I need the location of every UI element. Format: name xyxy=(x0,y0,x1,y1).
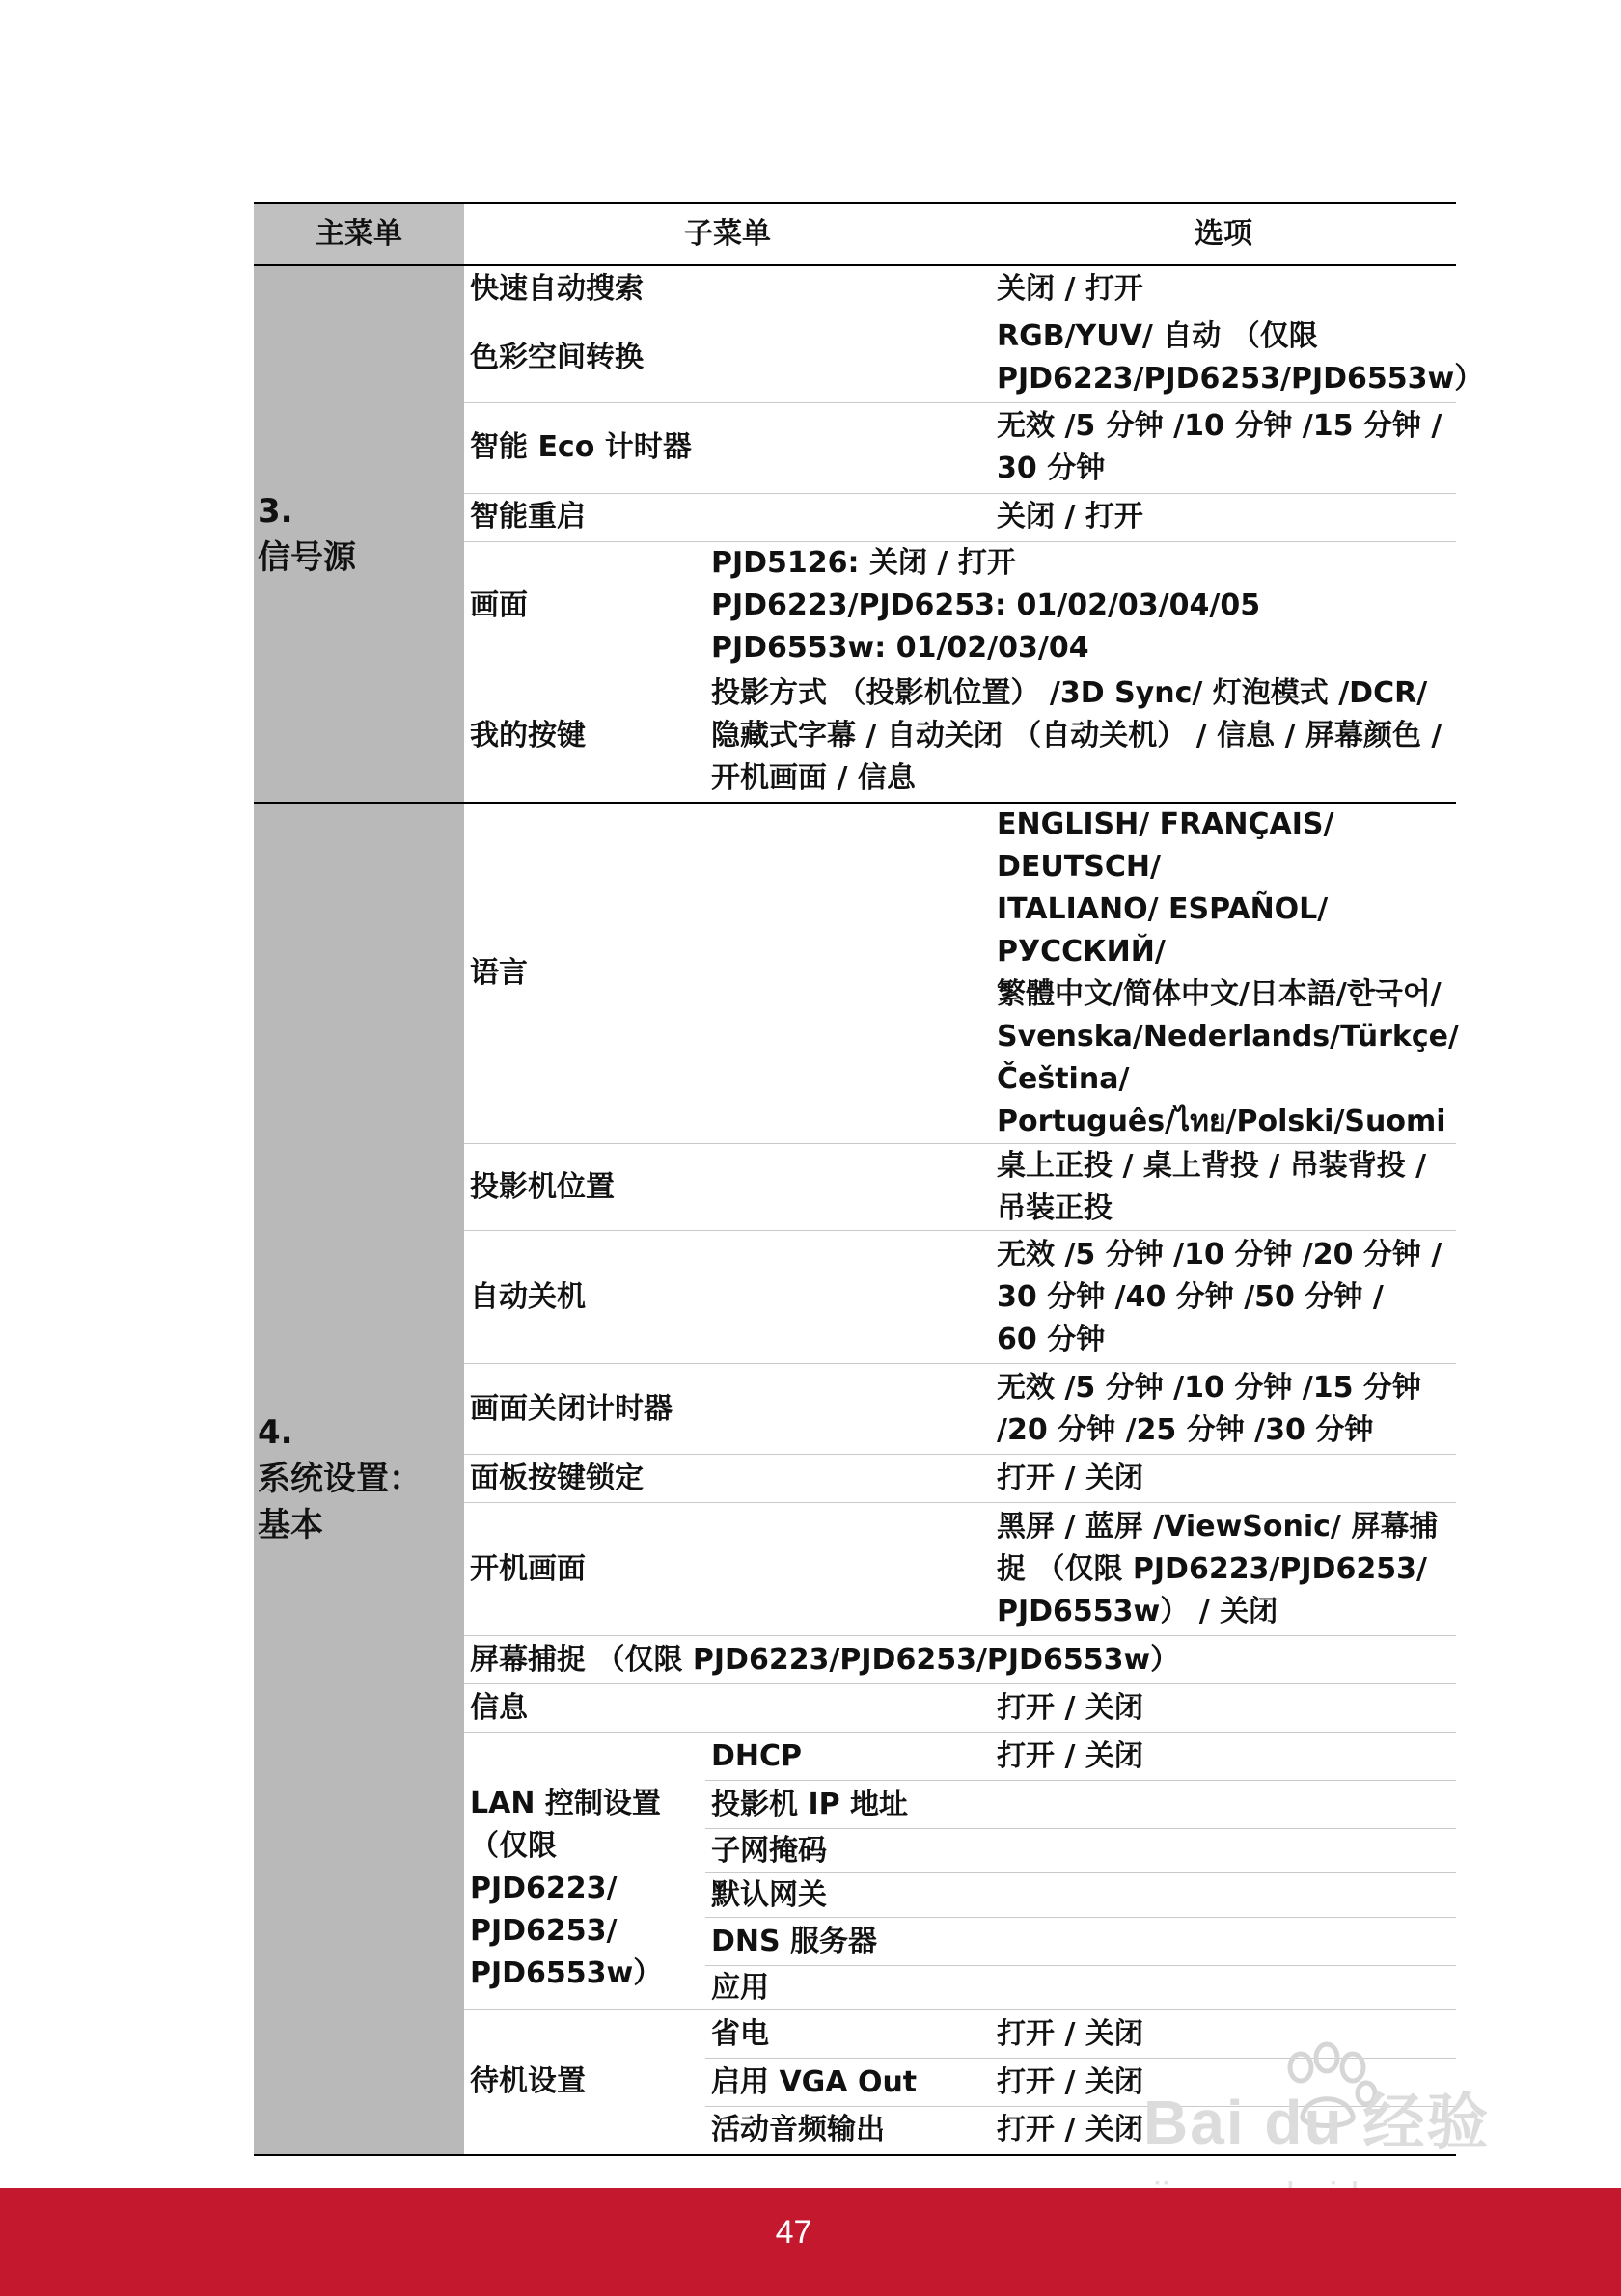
option-line: 隐藏式字幕 / 自动关闭 （自动关机） / 信息 / 屏幕颜色 / xyxy=(711,718,1442,752)
submenu-label: 画面 xyxy=(464,541,705,670)
option-value xyxy=(991,1966,1456,2010)
main-menu-system-basic xyxy=(254,803,464,2155)
section-number: 3. xyxy=(258,491,293,531)
lan-control-settings xyxy=(464,1733,705,2010)
option-value: 打开 / 关闭 xyxy=(991,1684,1456,1733)
option-value: 打开 / 关闭 xyxy=(991,2059,1456,2107)
submenu-label: 开机画面 xyxy=(464,1503,991,1636)
option-value xyxy=(705,541,1456,670)
option-value: 黑屏 / 蓝屏 /ViewSonic/ 屏幕捕捉 （仅限 PJD6223/PJD6253/ PJD6553w） / 关闭 xyxy=(991,1503,1456,1636)
option-line: 开机画面 / 信息 xyxy=(711,760,916,795)
submenu-label: 信息 xyxy=(464,1684,991,1733)
baidu-watermark xyxy=(1143,2040,1549,2195)
option-line: PJD6553w: 01/02/03/04 xyxy=(711,630,1089,665)
lan-item-subnet: 子网掩码 xyxy=(705,1829,991,1873)
option-value xyxy=(991,1231,1456,1364)
option-line: 投影方式 （投影机位置） /3D Sync/ 灯泡模式 /DCR/ xyxy=(711,675,1428,710)
lan-item-dns: DNS 服务器 xyxy=(705,1918,991,1966)
lan-item-ip: 投影机 IP 地址 xyxy=(705,1781,991,1829)
option-value xyxy=(991,1829,1456,1873)
section-title-line: 系统设置： xyxy=(258,1459,422,1498)
option-line: Svenska/Nederlands/Türkçe/Čeština/ xyxy=(997,1020,1459,1096)
option-value: 关闭 / 打开 xyxy=(991,265,1456,314)
option-value xyxy=(991,1873,1456,1918)
submenu-label: 自动关机 xyxy=(464,1231,991,1364)
main-menu-signal-source xyxy=(254,265,464,803)
submenu-label: 语言 xyxy=(464,803,991,1144)
lan-item-apply: 应用 xyxy=(705,1966,991,2010)
lan-label-line: （仅限 PJD6223/ xyxy=(470,1829,618,1905)
option-value: 打开 / 关闭 xyxy=(991,2107,1456,2155)
option-value: 无效 /5 分钟 /10 分钟 /15 分钟 /20 分钟 /25 分钟 /30 分钟 xyxy=(991,1364,1456,1455)
table-header-row xyxy=(254,203,1456,265)
standby-settings: 待机设置 xyxy=(464,2010,705,2155)
option-value: 打开 / 关闭 xyxy=(991,1455,1456,1503)
watermark-brand: Bai du 经验 xyxy=(1143,2088,1491,2157)
submenu-label: 色彩空间转换 xyxy=(464,314,991,402)
submenu-label: 画面关闭计时器 xyxy=(464,1364,991,1455)
submenu-label: 智能 Eco 计时器 xyxy=(464,402,991,493)
section-title-line: 基本 xyxy=(258,1505,323,1544)
submenu-label: 面板按键锁定 xyxy=(464,1455,991,1503)
header-options: 选项 xyxy=(991,203,1456,265)
submenu-label: 智能重启 xyxy=(464,493,991,541)
option-value xyxy=(991,1918,1456,1966)
lan-label-line: LAN 控制设置 xyxy=(470,1787,661,1820)
screen-capture-row: 屏幕捕捉 （仅限 PJD6223/PJD6253/PJD6553w） xyxy=(464,1636,1456,1684)
submenu-label: 投影机位置 xyxy=(464,1144,991,1231)
section-title: 信号源 xyxy=(258,537,356,577)
option-value: 无效 /5 分钟 /10 分钟 /15 分钟 / 30 分钟 xyxy=(991,402,1456,493)
settings-table xyxy=(254,202,1484,2156)
section-number: 4. xyxy=(258,1412,293,1452)
option-line: 繁體中文/简体中文/日本語/한국어/ xyxy=(997,977,1442,1011)
table-row xyxy=(254,265,1456,314)
option-value: 桌上正投 / 桌上背投 / 吊装背投 / 吊装正投 xyxy=(991,1144,1456,1231)
option-value: 打开 / 关闭 xyxy=(991,2010,1456,2059)
lan-label-line: PJD6553w） xyxy=(470,1956,663,1990)
table-row xyxy=(254,803,1456,1144)
page-number: 47 xyxy=(775,2214,812,2251)
language-options xyxy=(991,803,1459,1144)
option-line: PJD6223/PJD6253: 01/02/03/04/05 xyxy=(711,588,1261,622)
option-line: ENGLISH/ FRANÇAIS/ DEUTSCH/ xyxy=(997,807,1334,884)
lan-item-dhcp: DHCP xyxy=(705,1733,991,1781)
option-line: ITALIANO/ ESPAÑOL/ РУССКИЙ/ xyxy=(997,892,1329,969)
header-main-menu: 主菜单 xyxy=(254,203,464,265)
option-value: 关闭 / 打开 xyxy=(991,493,1456,541)
standby-item-audio-out: 活动音频输出 xyxy=(705,2107,991,2155)
lan-item-gateway: 默认网关 xyxy=(705,1873,991,1918)
option-line: 无效 /5 分钟 /10 分钟 /20 分钟 / xyxy=(997,1237,1442,1271)
option-value xyxy=(991,1781,1456,1829)
submenu-label: 快速自动搜索 xyxy=(464,265,991,314)
option-line: 60 分钟 xyxy=(997,1322,1106,1356)
option-line: Português/ไทย/Polski/Suomi xyxy=(997,1105,1446,1138)
header-submenu: 子菜单 xyxy=(464,203,991,265)
option-value: 打开 / 关闭 xyxy=(991,1733,1456,1781)
standby-item-vga-out: 启用 VGA Out xyxy=(705,2059,991,2107)
option-value xyxy=(705,670,1456,803)
standby-item-power-saving: 省电 xyxy=(705,2010,991,2059)
lan-label-line: PJD6253/ xyxy=(470,1914,618,1948)
option-line: 30 分钟 /40 分钟 /50 分钟 / xyxy=(997,1279,1384,1314)
option-line: PJD5126: 关闭 / 打开 xyxy=(711,545,1016,580)
option-value: RGB/YUV/ 自动 （仅限 PJD6223/PJD6253/PJD6553w） xyxy=(991,314,1456,402)
submenu-label: 我的按键 xyxy=(464,670,705,803)
